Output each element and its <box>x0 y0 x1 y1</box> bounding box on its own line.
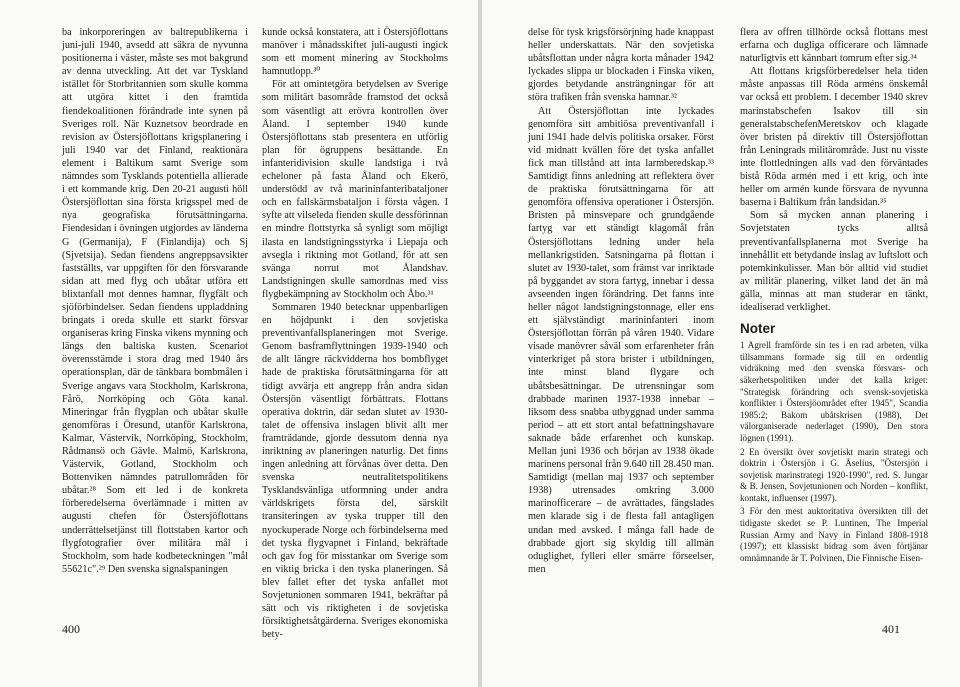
paragraph: kunde också konstatera, att i Östersjöflottans manöver i månadsskiftet juli-augusti ingick som ett moment minering av Stockholms hamnutlopp.³⁰ <box>262 27 448 78</box>
notes-list <box>740 340 928 564</box>
page-number: 400 <box>62 622 80 636</box>
right-column-2 <box>740 26 928 566</box>
paragraph: delse för tysk krigsförsörjning hade knappast heller underskattats. När den sovjetiska ubåtsflottan under några korta månader 1942 lyckades slippa ur blockaden i Finska viken, gjordes betydande ansträngningar för att störa trafiken från svenska hamnar.³² <box>528 27 714 104</box>
paragraph: Som så mycken annan planering i Sovjetstaten tycks alltså preventivanfallsplanerna mot Sverige ha innehållit ett betydande inslag av luftslott och potemkinkulisser. Man bör alltid vid studiet av militär planering, vilket land det än må gälla, minnas att man studerar en tänkt, idealiserad verklighet. <box>740 210 928 313</box>
footnote: 2 En översikt över sovjetiskt marin strategi och doktrin i Östersjön i G. Åselius, "Östersjön i sovjetisk marinstrategi 1920-1990", red. S. Jungar & B. Jensen, Sovjetunionen och Norden – konflikt, kontakt, influenser (1997). <box>740 446 928 503</box>
paragraph: För att omintetgöra betydelsen av Sverige som militärt basområde framstod det också som väsentligt att erövra kontrollen över Åland. I september 1940 kunde Östersjöflottans stab presentera en utförlig plan för ögruppens besättande. En infanteridivision skulle landstiga i två echeloner på fasta Åland och Ekerö, understödd av två marininfanteribataljoner och en fallskärmsbataljon i första vågen. I syfte att vilseleda fienden skulle dessförinnan en mindre flottstyrka så synligt som möjligt ilasta en landstigningsstyrka i Liepaja och avsegla i riktning mot Gotland, för att sen svänga norrut mot Ålandshav. Landstigningen skulle samordnas med viss flygbekämpning av Stockholm och Åbo.³¹ <box>262 79 448 300</box>
paragraph: Att Östersjöflottan inte lyckades genomföra sitt ambitiösa preventivanfall i juni 1941 hade delvis politiska orsaker. Först vid midnatt kvällen före det tyska anfallet fick man tillstånd att inta larmberedskap.³³ Samtidigt finns anledning att reflektera över de praktiska förutsättningarna för att genomföra offensiva operationer i Östersjön. Bristen på minsvepare och grundgående fartyg var ett ständigt klagomål från Östersjöflottans ledning under hela mellankrigstiden. Satsningarna på flottan i slutet av 1930-talet, som främst var inriktade på byggandet av stora fartyg, innebar i dessa avseenden ingen förändring. Det fanns inte heller något landstigningstonnage, eller ens ett självständigt marininfanteri inom Östersjöflottan förrän på våren 1940. Vidare visade manövrer såväl som erfarenheter från vinterkriget på stora brister i utbildningen, inte minst bland flygare och ubåtsbesättningar. De utrensningar som drabbade marinen 1937-1938 innebar – liksom dess snabba utbyggnad under samma period – att ett stort antal befattningshavare saknade både erfarenhet och kunskap. Mellan juni 1936 och början av 1938 ökade marinens personal från 9.640 till 28.450 man. Samtidigt (mellan maj 1937 och september 1938) utrensades omkring 3.000 marinofficerare – de avrättades, fängslades men klarade sig i de flesta fall antagligen undan med avsked. I många fall hade de drabbade gjort sig skyldig till allmän oduglighet, fylleri eller smärre förseelser, men <box>528 105 714 575</box>
right-column-1 <box>528 26 714 576</box>
paragraph: Sommaren 1940 betecknar uppenbarligen en höjdpunkt i den sovjetiska preventivanfallsplaneringen mot Sverige. Genom basframflyttningen 1939-1940 och de allt längre räckvidderna hos bombflyget hade de praktiska förutsättningarna för att tidigt avvärja ett angrepp från andra sidan Östersjön väsentligt förbättrats. Flottans operativa doktrin, där sedan slutet av 1930-talet de offensiva inslagen blivit allt mer framträdande, gjorde dessutom denna nya inriktning av planeringen naturlig. Det finns ingen anledning att förvånas över detta. Den svenska neutralitetspolitikens Tysklandsvänliga utformning under andra världskrigets första del, särskilt transiteringen av tyska trupper till den nyockuperade Norge och förbindelserna med det tyska flygvapnet i Finland, bekräftade och gav fog för misstankar om Sverige som en viktig bricka i den tyska planeringen. Så blev fallet efter det tyska anfallet mot Sovjetunionen sommaren 1941, bekräftar på sätt och vis riktigheten i de sovjetiska försiktighetsåtgärderna. Sveriges ekonomiska bety- <box>262 301 448 641</box>
left-column-2 <box>262 26 448 641</box>
footnote: 3 För den mest auktoritativa översikten till det tidigaste skedet se P. Luntinen, The Imperial Russian Army and Navy in Finland 1808-1918 (1997); ett klassiskt bidrag som även förtjänar omnämnande är T. Polvinen, Die Finnische Eisen- <box>740 506 928 563</box>
page-number: 401 <box>882 622 900 636</box>
paragraph: flera av offren tillhörde också flottans mest erfarna och dugliga officerare och lämnade naturligtvis ett kännbart tomrum efter sig.³⁴ <box>740 27 928 65</box>
notes-heading: Noter <box>740 321 776 337</box>
left-page <box>0 0 478 687</box>
footnote: 1 Agrell framförde sin tes i en rad arbeten, vilka tillsammans formade sig till en ordentlig vidräkning med den svenska försvars- och säkerhetspolitiken under det kalla kriget: "Strategisk förändring och svensk-sovjetiska konflikter i Östersjöområdet efter 1945", Scandia 1985:2; Bakom ubåtskrisen (1988), Det välorganiserade nederlaget (1990), Den stora lögnen (1991). <box>740 340 928 443</box>
left-column-1 <box>62 26 248 576</box>
right-page <box>482 0 960 687</box>
paragraph: Att flottans krigsförberedelser hela tiden måste anpassas till Röda arméns önskemål var också ett problem. I december 1940 skrev marinstabschefen Isakov till sin generalstabschefenMeretskov och klagade över bristen på direktiv till Östersjöflottan från Leningrads militärområde. Just nu visste inte flottledningen alls vad den förväntades bistå Röda armén med i ett krig, och inte heller om armén kunde försvara de nyvunna baserna i Baltikum från landsidan.³⁵ <box>740 66 928 209</box>
paragraph: ba inkorporeringen av baltrepublikerna i juni-juli 1940, avsedd att säkra de nyvunna positionerna i väster, måste ses mot bakgrund av denna utveckling. Att det var Tyskland istället för Storbritannien som skulle komma att utgöra kittet i den framtida fiendekoalitionen förändrade inte synen på Sveriges roll. När Kuznetsov beordrade en revision av Östersjöflottans krigsplanering i juli 1940 var det Finland, reaktionära element i Baltikum samt Sverige som nämndes som Tysklands potentiella allierade i ett kommande krig. Den 20-21 augusti höll Östersjöflottan sina första krigsspel med de nya geografiska förutsättningarna. Fiendesidan i övningen utgjordes av länderna G (Germanija), F (Finlandija) och Sj (Sjvetsija). Sedan fiendens angreppsavsikter fastställts, var uppgiften för den försvarande sidan att med flyg och ubåtar utföra ett blixtanfall mot dennes hamnar, flygfält och sjöförbindelser. Sedan fiendens uppladdning bringats i oreda skulle ett starkt försvar organiseras kring Finska vikens mynning och längs den baltiska kusten. Scenariot överensstämde i stora drag med 1940 års operationsplan, där de tänkbara bombmålen i Sverige angavs vara Stockholm, Karlskrona, Fårö, Norrköping och Göta kanal. Mineringar från flygplan och ubåtar skulle genomföras i Öresund, utanför Karlskrona, Kalmar, Västervik, Norrköping, Stockholm, Rådmansö och Gävle. Malmö, Karlskrona, Västervik, Gotland, Stockholm och Bottenviken nämndes patrullområden för ubåtar.²⁸ Som ett led i de konkreta förberedelserna överlämnade i mitten av augusti chefen för Östersjöflottans underrättelsetjänst till flottstaben kartor och flygfotografier över militära mål i Stockholm, som hade kodbeteckningen "mål 55621c".²⁹ Den svenska signalspaningen <box>62 27 248 575</box>
